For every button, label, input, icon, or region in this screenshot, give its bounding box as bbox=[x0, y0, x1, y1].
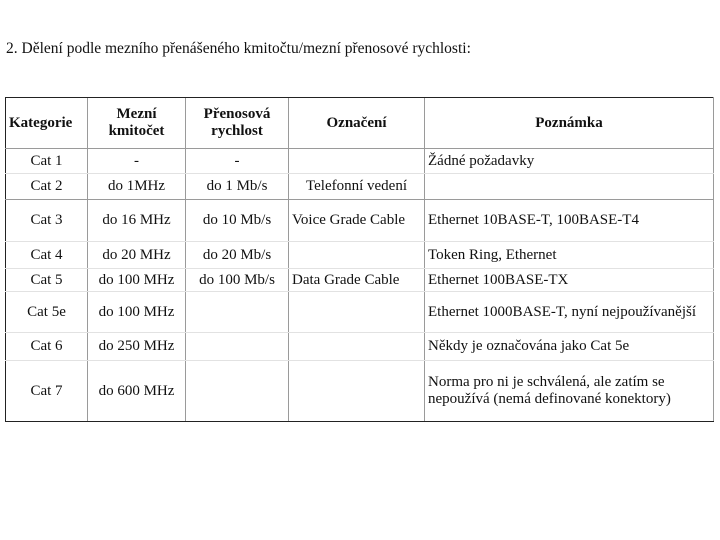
cell-designation: Voice Grade Cable bbox=[289, 200, 425, 242]
header-frequency: Mezní kmitočet bbox=[88, 98, 186, 149]
cell-category: Cat 5 bbox=[6, 269, 88, 292]
cell-note: Norma pro ni je schválená, ale zatím se nepoužívá (nemá definované konektory) bbox=[425, 361, 714, 422]
cell-category: Cat 2 bbox=[6, 174, 88, 200]
cell-note: Ethernet 100BASE-TX bbox=[425, 269, 714, 292]
header-category: Kategorie bbox=[6, 98, 88, 149]
cell-frequency: do 600 MHz bbox=[88, 361, 186, 422]
page-heading: 2. Dělení podle mezního přenášeného kmitočtu/mezní přenosové rychlosti: bbox=[6, 40, 471, 57]
cell-frequency: - bbox=[88, 149, 186, 174]
cell-category: Cat 6 bbox=[6, 333, 88, 361]
cell-frequency: do 1MHz bbox=[88, 174, 186, 200]
category-table bbox=[5, 97, 714, 422]
cell-speed bbox=[186, 361, 289, 422]
cell-frequency: do 100 MHz bbox=[88, 292, 186, 333]
cell-designation bbox=[289, 361, 425, 422]
category-table-container bbox=[5, 97, 714, 422]
cell-speed bbox=[186, 333, 289, 361]
cell-designation bbox=[289, 242, 425, 269]
cell-note: Ethernet 1000BASE-T, nyní nejpoužívanější bbox=[425, 292, 714, 333]
header-note: Poznámka bbox=[425, 98, 714, 149]
cell-category: Cat 5e bbox=[6, 292, 88, 333]
cell-designation: Telefonní vedení bbox=[289, 174, 425, 200]
header-speed: Přenosová rychlost bbox=[186, 98, 289, 149]
cell-frequency: do 250 MHz bbox=[88, 333, 186, 361]
cell-speed: - bbox=[186, 149, 289, 174]
cell-frequency: do 20 MHz bbox=[88, 242, 186, 269]
table-header-row bbox=[6, 98, 714, 149]
cell-category: Cat 4 bbox=[6, 242, 88, 269]
table-row bbox=[6, 333, 714, 361]
cell-designation bbox=[289, 149, 425, 174]
cell-note bbox=[425, 174, 714, 200]
cell-note: Někdy je označována jako Cat 5e bbox=[425, 333, 714, 361]
header-designation: Označení bbox=[289, 98, 425, 149]
cell-note: Token Ring, Ethernet bbox=[425, 242, 714, 269]
table-row bbox=[6, 361, 714, 422]
cell-category: Cat 3 bbox=[6, 200, 88, 242]
cell-speed: do 100 Mb/s bbox=[186, 269, 289, 292]
cell-frequency: do 16 MHz bbox=[88, 200, 186, 242]
cell-designation bbox=[289, 292, 425, 333]
cell-designation: Data Grade Cable bbox=[289, 269, 425, 292]
table-row bbox=[6, 292, 714, 333]
cell-frequency: do 100 MHz bbox=[88, 269, 186, 292]
cell-speed: do 1 Mb/s bbox=[186, 174, 289, 200]
table-row bbox=[6, 174, 714, 200]
cell-note: Ethernet 10BASE-T, 100BASE-T4 bbox=[425, 200, 714, 242]
cell-speed: do 20 Mb/s bbox=[186, 242, 289, 269]
table-row bbox=[6, 242, 714, 269]
table-row bbox=[6, 149, 714, 174]
cell-speed: do 10 Mb/s bbox=[186, 200, 289, 242]
table-row bbox=[6, 269, 714, 292]
cell-category: Cat 7 bbox=[6, 361, 88, 422]
cell-designation bbox=[289, 333, 425, 361]
cell-note: Žádné požadavky bbox=[425, 149, 714, 174]
table-row bbox=[6, 200, 714, 242]
cell-speed bbox=[186, 292, 289, 333]
cell-category: Cat 1 bbox=[6, 149, 88, 174]
